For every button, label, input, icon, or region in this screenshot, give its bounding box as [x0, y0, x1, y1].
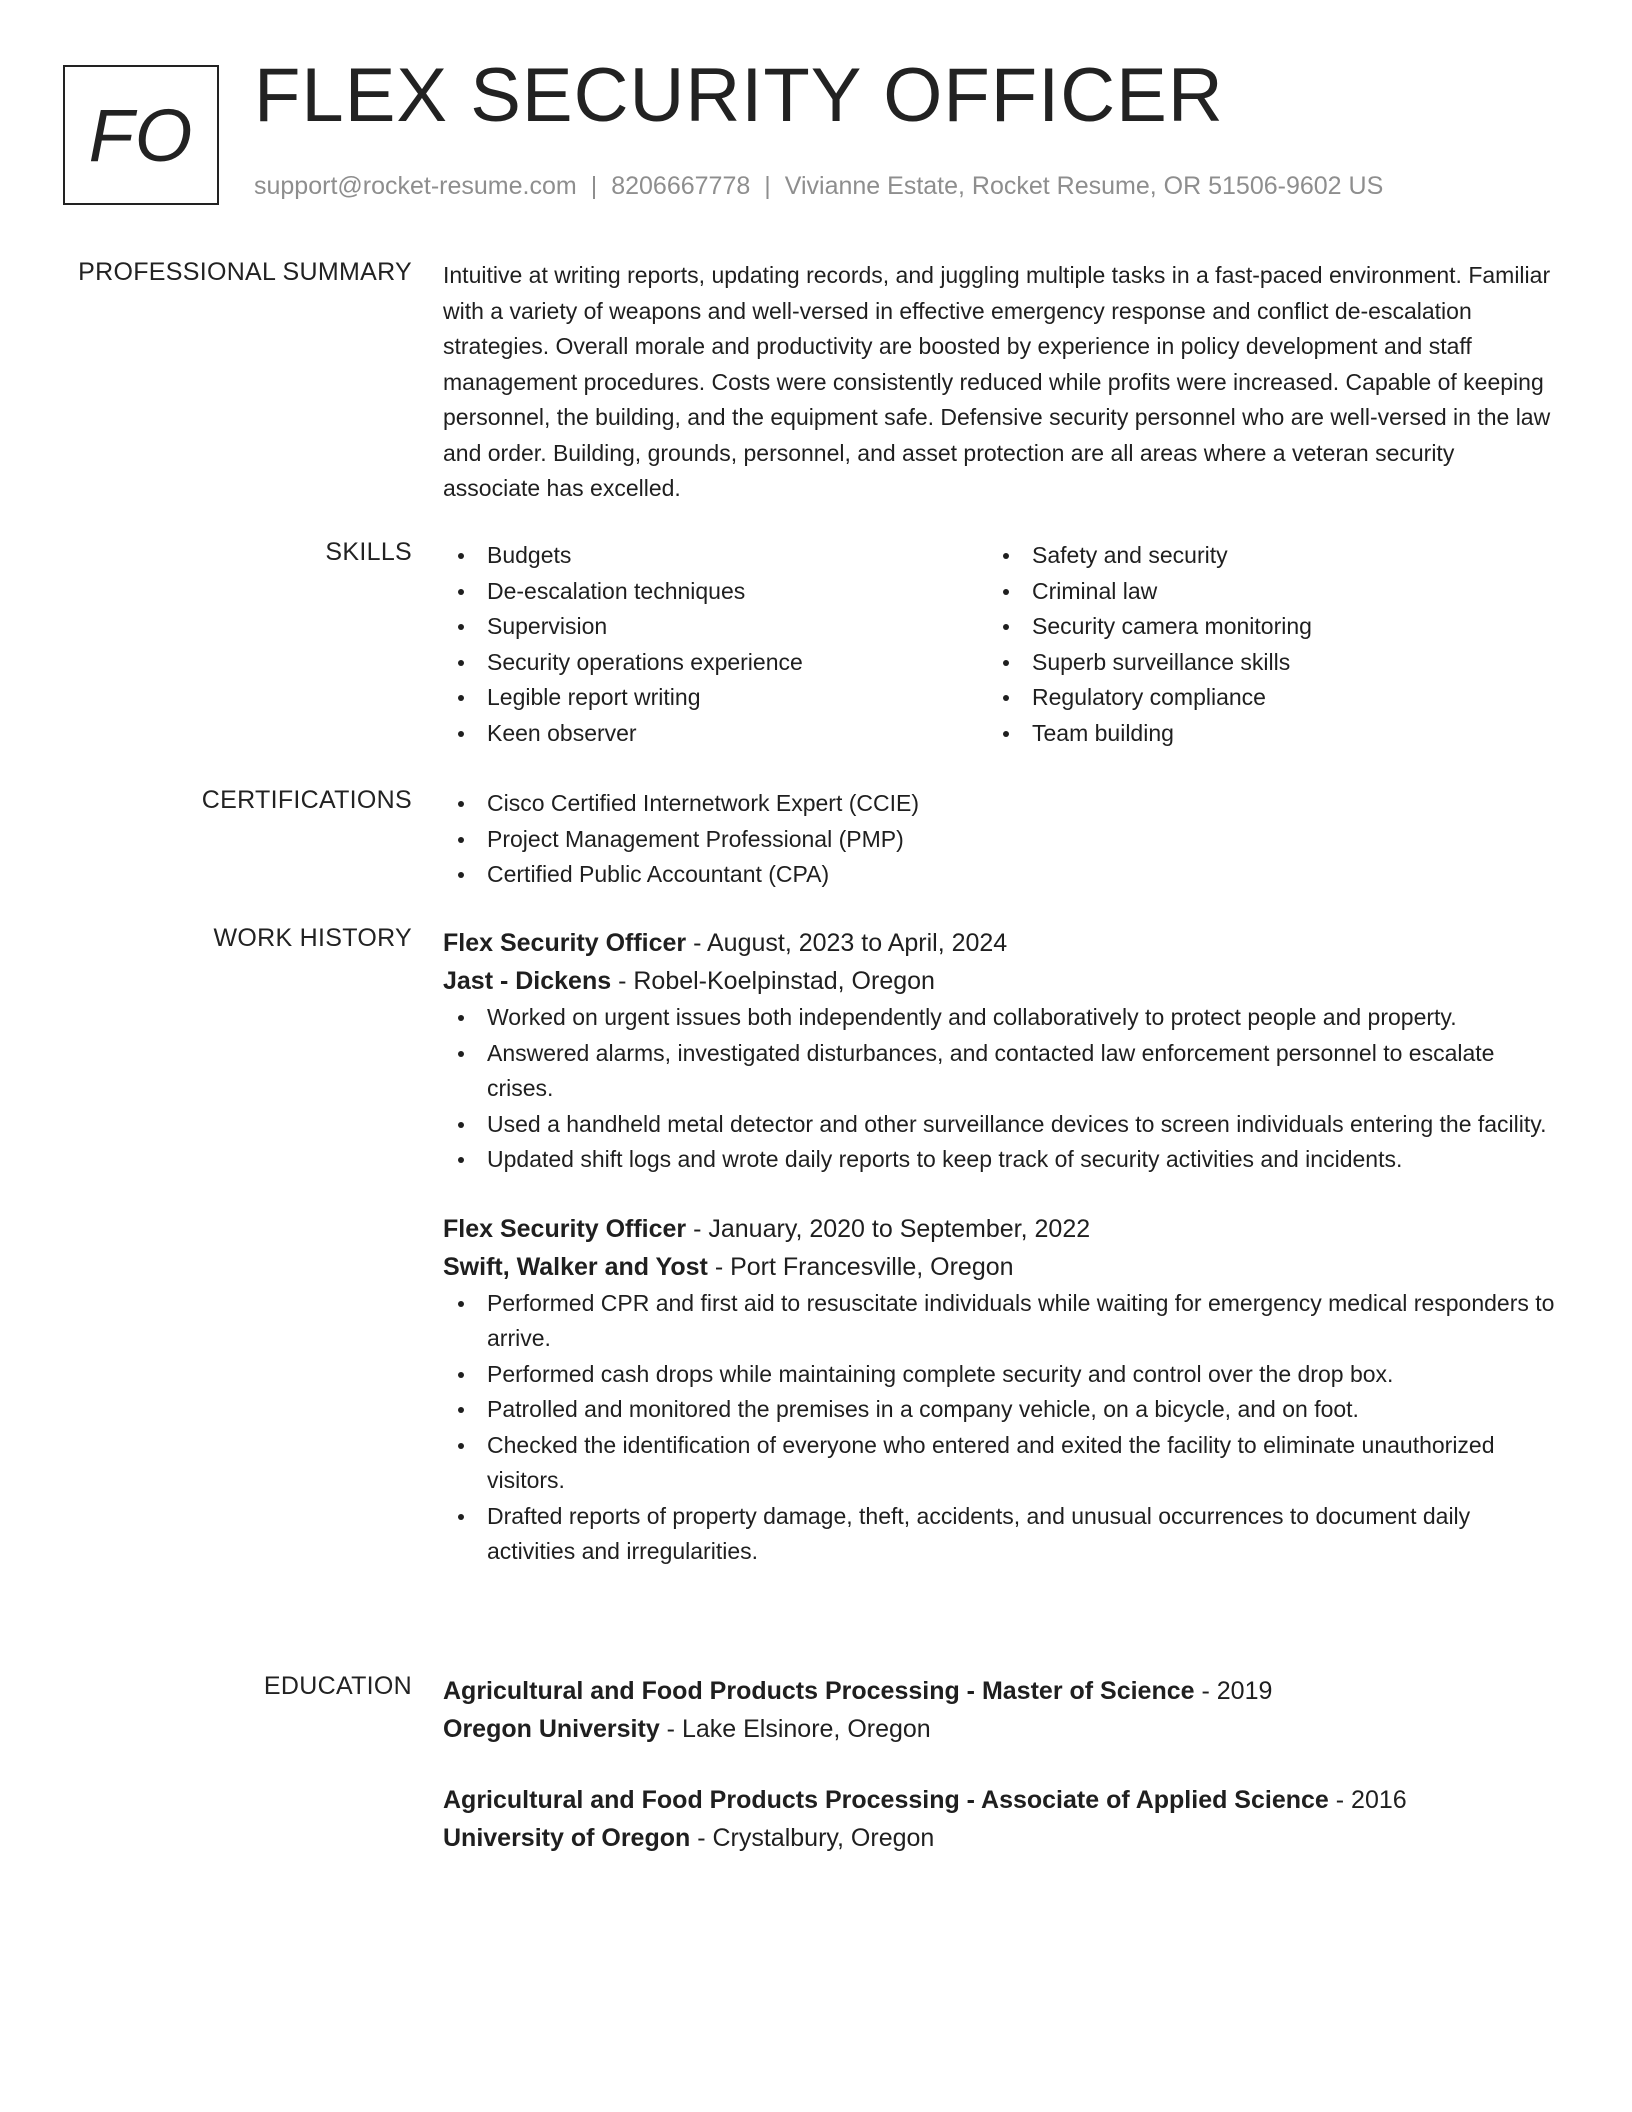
skill-item: Supervision	[443, 609, 988, 645]
job-duty-item: Drafted reports of property damage, theft, accidents, and unusual occurrences to document daily activities and irregularities.	[443, 1499, 1555, 1570]
job-duties-list	[443, 1000, 1555, 1178]
job-entry	[443, 1210, 1555, 1570]
degree-name: Agricultural and Food Products Processing - Associate of Applied Science	[443, 1786, 1329, 1814]
degree-name: Agricultural and Food Products Processing - Master of Science	[443, 1677, 1195, 1705]
monogram-badge: FO	[63, 65, 219, 205]
contact-address: Vivianne Estate, Rocket Resume, OR 51506-9602 US	[784, 172, 1384, 200]
job-duty-item: Performed cash drops while maintaining complete security and control over the drop box.	[443, 1357, 1555, 1393]
certification-item: Project Management Professional (PMP)	[443, 822, 1555, 858]
job-dates: - January, 2020 to September, 2022	[686, 1214, 1091, 1243]
school-line	[443, 1819, 1555, 1857]
job-duty-item: Answered alarms, investigated disturbances, and contacted law enforcement personnel to escalate crises.	[443, 1036, 1555, 1107]
school-location: - Crystalbury, Oregon	[690, 1824, 935, 1852]
degree-year: - 2019	[1194, 1677, 1273, 1705]
contact-line	[254, 172, 1383, 201]
section-label-summary: PROFESSIONAL SUMMARY	[78, 258, 412, 286]
degree-line	[443, 1781, 1555, 1819]
job-company-line	[443, 962, 1555, 1000]
skill-item: Regulatory compliance	[988, 680, 1533, 716]
certification-item: Certified Public Accountant (CPA)	[443, 857, 1555, 893]
education-body	[443, 1672, 1555, 1857]
page-title: FLEX SECURITY OFFICER	[254, 53, 1224, 138]
work-history-body	[443, 924, 1555, 1570]
job-duty-item: Updated shift logs and wrote daily reports to keep track of security activities and incidents.	[443, 1142, 1555, 1178]
skill-item: Criminal law	[988, 574, 1533, 610]
section-label-certifications: CERTIFICATIONS	[201, 786, 412, 814]
summary-text: Intuitive at writing reports, updating records, and juggling multiple tasks in a fast-paced environment. Familiar with a variety of weapons and well-versed in effective emergency response and conflict de-escalation strategies. Overall morale and productivity are boosted by experience in policy development and staff management procedures. Costs were consistently reduced while profits were increased. Capable of keeping personnel, the building, and the equipment safe. Defensive security personnel who are well-versed in the law and order. Building, grounds, personnel, and asset protection are all areas where a veteran security associate has excelled.	[443, 262, 1551, 501]
job-duty-item: Used a handheld metal detector and other surveillance devices to screen individuals entering the facility.	[443, 1107, 1555, 1143]
skill-item: Team building	[988, 716, 1533, 752]
job-duty-item: Worked on urgent issues both independently and collaboratively to protect people and property.	[443, 1000, 1555, 1036]
job-company: Swift, Walker and Yost	[443, 1252, 708, 1281]
skill-item: De-escalation techniques	[443, 574, 988, 610]
job-company-line	[443, 1248, 1555, 1286]
skill-item: Superb surveillance skills	[988, 645, 1533, 681]
contact-separator: |	[764, 172, 771, 200]
job-dates: - August, 2023 to April, 2024	[686, 929, 1008, 957]
job-entry	[443, 924, 1555, 1178]
job-title: Flex Security Officer	[443, 929, 687, 957]
job-duty-item: Performed CPR and first aid to resuscitate individuals while waiting for emergency medical responders to arrive.	[443, 1286, 1555, 1357]
skill-item: Security operations experience	[443, 645, 988, 681]
section-label-skills: SKILLS	[325, 538, 412, 566]
job-location: - Port Francesville, Oregon	[707, 1252, 1014, 1281]
school-location: - Lake Elsinore, Oregon	[659, 1715, 931, 1743]
contact-phone[interactable]: 8206667778	[611, 172, 751, 200]
section-label-work-history: WORK HISTORY	[213, 924, 412, 952]
certification-item: Cisco Certified Internetwork Expert (CCIE)	[443, 786, 1555, 822]
skills-list-right	[988, 538, 1533, 751]
school-line	[443, 1710, 1555, 1748]
job-title-line	[443, 924, 1555, 962]
skill-item: Budgets	[443, 538, 988, 574]
job-duties-list	[443, 1286, 1555, 1570]
summary-body	[443, 258, 1555, 507]
skills-list-left	[443, 538, 988, 751]
skill-item: Security camera monitoring	[988, 609, 1533, 645]
school-name: Oregon University	[443, 1715, 660, 1743]
certifications-body	[443, 786, 1555, 893]
job-duty-item: Patrolled and monitored the premises in a company vehicle, on a bicycle, and on foot.	[443, 1392, 1555, 1428]
job-company: Jast - Dickens	[443, 967, 612, 995]
contact-email[interactable]: support@rocket-resume.com	[254, 172, 577, 200]
skill-item: Safety and security	[988, 538, 1533, 574]
skills-body	[443, 538, 1555, 751]
section-label-education: EDUCATION	[263, 1672, 412, 1700]
job-title: Flex Security Officer	[443, 1214, 687, 1243]
school-name: University of Oregon	[443, 1824, 691, 1852]
skill-item: Keen observer	[443, 716, 988, 752]
certifications-list	[443, 786, 1555, 893]
skill-item: Legible report writing	[443, 680, 988, 716]
job-duty-item: Checked the identification of everyone who entered and exited the facility to eliminate unauthorized visitors.	[443, 1428, 1555, 1499]
education-entry	[443, 1672, 1555, 1748]
job-location: - Robel-Koelpinstad, Oregon	[611, 967, 935, 995]
degree-line	[443, 1672, 1555, 1710]
job-title-line	[443, 1210, 1555, 1248]
contact-separator: |	[590, 172, 598, 200]
degree-year: - 2016	[1328, 1786, 1407, 1814]
education-entry	[443, 1781, 1555, 1857]
